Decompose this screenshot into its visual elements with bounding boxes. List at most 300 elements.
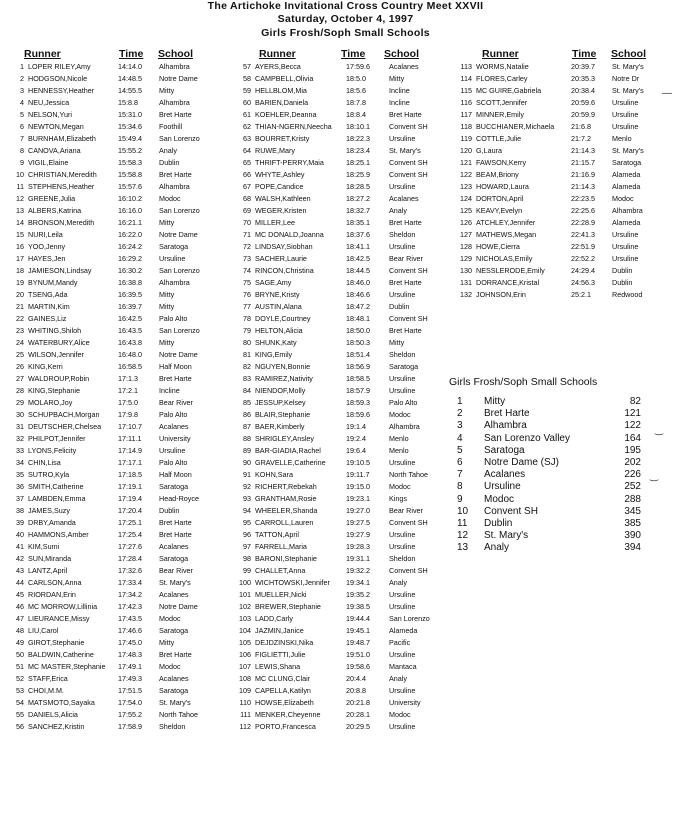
runner-name: GREENE,Julia [28,194,76,203]
runner-name: SACHER,Laurie [255,254,307,263]
finish-time: 18:59.3 [346,398,370,407]
column-header [454,48,686,61]
school-name: Ursuline [389,722,416,731]
place-number: 106 [239,650,251,659]
team-place: 7 [457,469,463,481]
runner-name: MILLER,Lee [255,218,295,227]
team-score: 252 [624,481,641,493]
team-place: 9 [457,493,463,505]
finish-time: 19:51.0 [346,650,370,659]
place-number: 89 [243,446,251,455]
finish-time: 19:10.5 [346,458,370,467]
runner-name: PORTO,Francesca [255,722,316,731]
place-number: 12 [16,194,24,203]
runner-name: BARONI,Stephanie [255,554,317,563]
result-row [233,325,451,337]
school-name: Convent SH [389,158,428,167]
runner-name: SAGE,Amy [255,278,292,287]
runner-name: NURI,Leila [28,230,63,239]
school-name: Alameda [612,182,641,191]
runner-name: KOEHLER,Deanna [255,110,317,119]
school-name: Saratoga [159,554,189,563]
team-school: St. Mary's [484,530,529,542]
result-row [233,541,451,553]
place-number: 22 [16,314,24,323]
place-number: 64 [243,146,251,155]
runner-name: SHRIGLEY,Ansley [255,434,314,443]
finish-time: 17:48.3 [118,650,142,659]
school-name: Bret Harte [159,170,192,179]
result-row [8,457,226,469]
place-number: 54 [16,698,24,707]
team-place: 3 [457,420,463,432]
place-number: 129 [460,254,472,263]
place-number: 120 [460,146,472,155]
result-row [8,121,226,133]
finish-time: 19:45.1 [346,626,370,635]
school-name: Bret Harte [159,650,192,659]
finish-time: 17:34.2 [118,590,142,599]
runner-name: BAR-GIADIA,Rachel [255,446,321,455]
finish-time: 17:46.6 [118,626,142,635]
result-row [233,661,451,673]
finish-time: 19:44.4 [346,614,370,623]
runner-name: HENNESSY,Heather [28,86,95,95]
result-row [233,97,451,109]
place-number: 42 [16,554,24,563]
finish-time: 20:59.6 [571,98,595,107]
place-number: 29 [16,398,24,407]
runner-name: WALSH,Kathleen [255,194,311,203]
school-name: Foothill [159,122,183,131]
team-score-row [449,494,649,506]
place-number: 35 [16,470,24,479]
school-name: Dublin [612,266,633,275]
school-name: Ursuline [389,542,416,551]
place-number: 52 [16,674,24,683]
team-school: Modoc [484,493,515,505]
place-number: 32 [16,434,24,443]
finish-time: 17:55.2 [118,710,142,719]
finish-time: 19:27.9 [346,530,370,539]
school-name: Modoc [389,710,411,719]
school-name: Mitty [159,290,175,299]
school-name: St. Mary's [612,146,644,155]
place-number: 114 [460,74,472,83]
place-number: 68 [243,194,251,203]
result-row [233,577,451,589]
runner-name: AYERS,Becca [255,62,301,71]
finish-time: 17:5.0 [118,398,138,407]
school-name: Convent SH [389,566,428,575]
place-number: 116 [460,98,472,107]
result-row [454,145,686,157]
runner-name: TSENG,Ada [28,290,68,299]
runner-name: STAFF,Erica [28,674,68,683]
runner-name: DORRANCE,Kristal [476,278,540,287]
school-name: Ursuline [389,290,416,299]
runner-name: FIGLIETTI,Julie [255,650,306,659]
place-number: 110 [239,698,251,707]
time-header: Time [341,48,366,60]
place-number: 8 [20,146,24,155]
finish-time: 16:16.0 [118,206,142,215]
runner-name: MOLARO,Joy [28,398,73,407]
place-number: 119 [460,134,472,143]
place-number: 49 [16,638,24,647]
runner-name: THIAN-NGERN,Neecha [255,122,332,131]
finish-time: 15:57.6 [118,182,142,191]
runner-name: BREWER,Stephanie [255,602,321,611]
school-name: St. Mary's [389,146,421,155]
finish-time: 17:14.9 [118,446,142,455]
school-name: Palo Alto [159,410,188,419]
finish-time: 19:35.2 [346,590,370,599]
place-number: 58 [243,74,251,83]
school-name: Ursuline [389,686,416,695]
finish-time: 21:6.8 [571,122,591,131]
finish-time: 22:28.9 [571,218,595,227]
school-name: Alameda [612,218,641,227]
finish-time: 17:25.4 [118,530,142,539]
school-name: Bret Harte [159,374,192,383]
runner-name: JAMIESON,Lindsay [28,266,92,275]
result-row [8,445,226,457]
runner-name: GAINES,Liz [28,314,67,323]
result-row [8,493,226,505]
finish-time: 18:23.4 [346,146,370,155]
finish-time: 15:49.4 [118,134,142,143]
finish-time: 17:42.3 [118,602,142,611]
finish-time: 17:49.3 [118,674,142,683]
school-name: Menlo [612,134,632,143]
school-header: School [611,48,647,60]
school-name: Convent SH [389,266,428,275]
team-score: 394 [624,542,641,554]
school-name: Incline [389,86,410,95]
result-row [8,193,226,205]
result-row [8,613,226,625]
runner-header: Runner [24,48,61,60]
school-name: San Lorenzo [159,134,200,143]
finish-time: 16:43.5 [118,326,142,335]
place-number: 18 [16,266,24,275]
school-name: San Lorenzo [159,206,200,215]
school-name: Palo Alto [159,314,188,323]
result-row [233,193,451,205]
place-number: 97 [243,542,251,551]
school-name: San Lorenzo [159,326,200,335]
result-row [233,157,451,169]
runner-name: SUTRO,Kyla [28,470,70,479]
runner-name: DANIELS,Alicia [28,710,78,719]
runner-name: DORTON,April [476,194,524,203]
result-row [233,589,451,601]
finish-time: 21:7.2 [571,134,591,143]
runner-name: CHRISTIAN,Meredith [28,170,97,179]
school-header: School [158,48,194,60]
school-name: Alameda [389,626,418,635]
time-header: Time [119,48,144,60]
place-number: 2 [20,74,24,83]
runner-name: AUSTIN,Alana [255,302,302,311]
school-name: Acalanes [159,674,189,683]
school-name: Notre Dame [159,230,198,239]
runner-name: LIU,Carol [28,626,59,635]
result-row [233,625,451,637]
team-score: 390 [624,530,641,542]
place-number: 7 [20,134,24,143]
finish-time: 18:27.2 [346,194,370,203]
runner-name: CHOI,M.M. [28,686,64,695]
school-name: Redwood [612,290,643,299]
result-row [233,277,451,289]
school-name: Dublin [159,158,180,167]
result-row [233,373,451,385]
finish-time: 18:46.6 [346,290,370,299]
finish-time: 18:7.8 [346,98,366,107]
place-number: 36 [16,482,24,491]
runner-name: DEJDZINSKI,Nika [255,638,314,647]
school-name: Palo Alto [389,398,418,407]
runner-name: BYNUM,Mandy [28,278,78,287]
result-row [8,697,226,709]
finish-time: 15:58.3 [118,158,142,167]
place-number: 83 [243,374,251,383]
team-score-row [449,420,649,432]
school-name: Saratoga [612,158,642,167]
finish-time: 16:48.0 [118,350,142,359]
result-row [233,289,451,301]
school-name: Half Moon [159,362,192,371]
place-number: 69 [243,206,251,215]
runner-name: RAMIREZ,Nativity [255,374,313,383]
finish-time: 15:8.8 [118,98,138,107]
result-row [454,61,686,73]
finish-time: 20:8.8 [346,686,366,695]
runner-name: POPE,Candice [255,182,304,191]
place-number: 115 [460,86,472,95]
runner-name: KOHN,Sara [255,470,293,479]
place-number: 21 [16,302,24,311]
school-name: Ursuline [389,182,416,191]
place-number: 125 [460,206,472,215]
runner-name: MENKER,Cheyenne [255,710,321,719]
place-number: 118 [460,122,472,131]
school-name: Ursuline [389,374,416,383]
runner-name: NGUYEN,Bonnie [255,362,311,371]
result-row [8,253,226,265]
finish-time: 16:39.5 [118,290,142,299]
finish-time: 19:11.7 [346,470,370,479]
result-row [233,85,451,97]
result-row [233,613,451,625]
finish-time: 18:50.0 [346,326,370,335]
place-number: 30 [16,410,24,419]
finish-time: 25:2.1 [571,290,591,299]
runner-name: SCHUPBACH,Morgan [28,410,100,419]
result-row [8,505,226,517]
result-row [454,229,686,241]
team-school: Acalanes [484,469,526,481]
school-name: Bret Harte [389,218,422,227]
place-number: 57 [243,62,251,71]
finish-time: 20:21.8 [346,698,370,707]
finish-time: 17:33.4 [118,578,142,587]
runner-name: FARRELL,Maria [255,542,307,551]
place-number: 47 [16,614,24,623]
school-name: Ursuline [389,650,416,659]
finish-time: 19:31.1 [346,554,370,563]
result-row [8,289,226,301]
result-row [8,169,226,181]
result-row [8,277,226,289]
runner-name: GRAVELLE,Catherine [255,458,326,467]
school-name: Modoc [389,482,411,491]
runner-name: MC MASTER,Stephanie [28,662,106,671]
place-number: 123 [460,182,472,191]
runner-name: WICHTOWSKI,Jennifer [255,578,330,587]
finish-time: 22:23.5 [571,194,595,203]
runner-name: LEWIS,Shana [255,662,301,671]
runner-name: JESSUP,Kelsey [255,398,306,407]
result-row [8,361,226,373]
school-name: Ursuline [389,590,416,599]
results-column-2 [233,48,451,733]
place-number: 82 [243,362,251,371]
school-name: Mitty [159,302,175,311]
time-header: Time [572,48,597,60]
runner-name: TATTON,April [255,530,299,539]
school-name: Modoc [389,410,411,419]
runner-name: WHITING,Shiloh [28,326,82,335]
finish-time: 17:17.1 [118,458,142,467]
result-row [8,421,226,433]
team-score-row [449,469,649,481]
runner-name: WHEELER,Shanda [255,506,318,515]
school-name: Incline [389,98,410,107]
result-row [233,421,451,433]
place-number: 61 [243,110,251,119]
school-name: Pacific [389,638,411,647]
result-row [454,205,686,217]
place-number: 1 [20,62,24,71]
finish-time: 18:28.5 [346,182,370,191]
runner-name: BARIEN,Daniela [255,98,309,107]
school-name: Saratoga [159,482,189,491]
school-name: Alhambra [389,422,420,431]
school-name: Notre Dame [159,74,198,83]
runner-name: WORMS,Natalie [476,62,529,71]
finish-time: 21:15.7 [571,158,595,167]
result-row [233,685,451,697]
runner-name: RINCON,Christina [255,266,314,275]
result-row [8,673,226,685]
runner-name: SMITH,Catherine [28,482,84,491]
school-name: Menlo [389,434,409,443]
place-number: 126 [460,218,472,227]
team-place: 10 [457,505,469,517]
team-score: 82 [629,396,641,407]
runner-name: LYONS,Felicity [28,446,77,455]
place-number: 128 [460,242,472,251]
finish-time: 19:58.6 [346,662,370,671]
runner-name: CHIN,Lisa [28,458,61,467]
finish-time: 24:29.4 [571,266,595,275]
place-number: 16 [16,242,24,251]
place-number: 46 [16,602,24,611]
place-number: 81 [243,350,251,359]
runner-name: LADD,Carly [255,614,293,623]
place-number: 45 [16,590,24,599]
place-number: 56 [16,722,24,731]
school-name: Mitty [389,338,405,347]
school-name: Mitty [159,218,175,227]
runner-name: CARROLL,Lauren [255,518,314,527]
runner-name: JAZMIN,Janice [255,626,304,635]
team-score: 385 [624,517,641,529]
place-number: 17 [16,254,24,263]
finish-time: 18:42.5 [346,254,370,263]
school-name: St. Mary's [159,578,191,587]
runner-name: NELSON,Yuri [28,110,72,119]
school-name: Bret Harte [389,278,422,287]
place-number: 20 [16,290,24,299]
result-row [8,685,226,697]
team-school: Alhambra [484,420,527,432]
team-place: 12 [457,530,469,542]
result-row [8,433,226,445]
finish-time: 20:59.9 [571,110,595,119]
place-number: 67 [243,182,251,191]
result-row [454,73,686,85]
school-name: Sheldon [389,554,416,563]
place-number: 15 [16,230,24,239]
school-name: Acalanes [159,542,189,551]
place-number: 26 [16,362,24,371]
results-column-3 [454,48,686,301]
result-row [233,457,451,469]
team-place: 2 [457,408,463,420]
finish-time: 20:35.3 [571,74,595,83]
school-name: University [389,698,421,707]
place-number: 117 [460,110,472,119]
place-number: 99 [243,566,251,575]
result-row [233,433,451,445]
team-score: 202 [624,456,641,468]
school-name: Acalanes [389,194,419,203]
runner-name: MUELLER,Nicki [255,590,307,599]
team-score: 164 [624,432,641,444]
place-number: 85 [243,398,251,407]
school-header: School [384,48,420,60]
runner-header: Runner [259,48,296,60]
place-number: 4 [20,98,24,107]
finish-time: 14:55.5 [118,86,142,95]
place-number: 28 [16,386,24,395]
finish-time: 17:20.4 [118,506,142,515]
result-row [8,109,226,121]
result-row [8,157,226,169]
result-row [8,409,226,421]
result-row [233,517,451,529]
school-name: Ursuline [612,242,639,251]
place-number: 108 [239,674,251,683]
result-row [233,445,451,457]
school-name: Ursuline [612,110,639,119]
result-row [233,61,451,73]
finish-time: 19:48.7 [346,638,370,647]
